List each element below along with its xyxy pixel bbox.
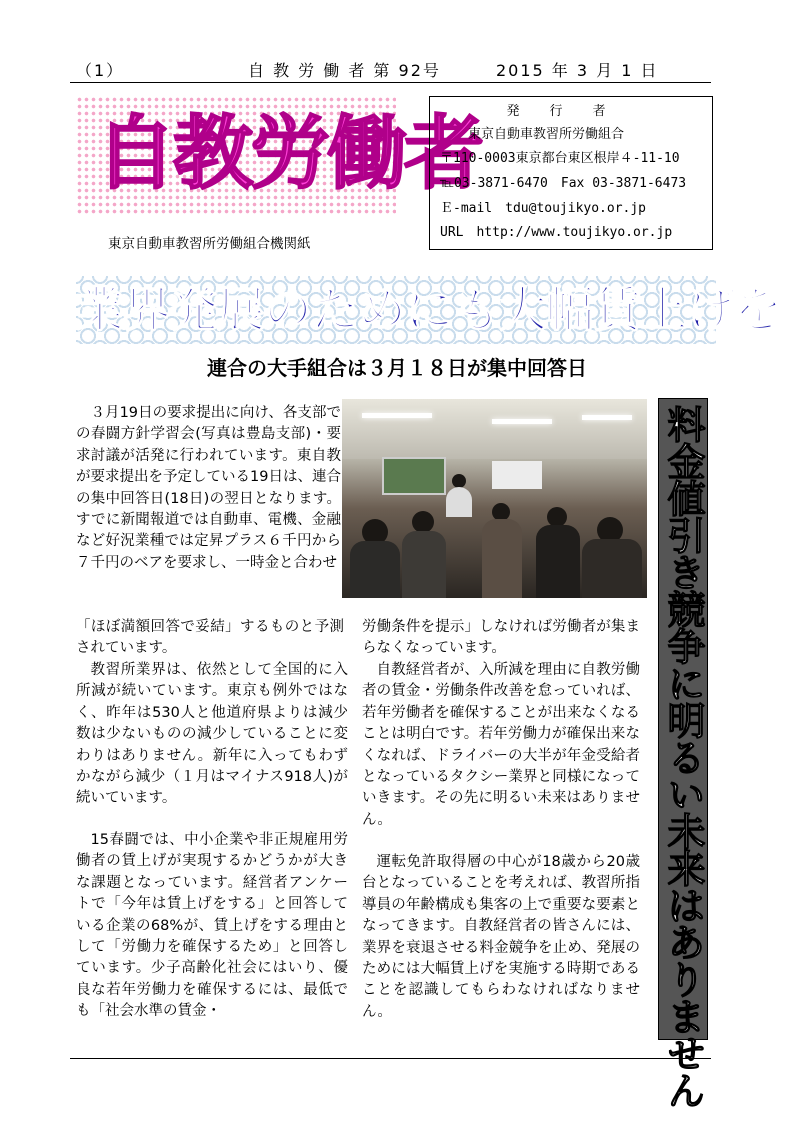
publisher-tel-fax: ℡03-3871-6470 Fax 03-3871-6473 bbox=[440, 176, 687, 191]
publisher-title: 発行者 bbox=[506, 104, 636, 119]
photo-person bbox=[350, 541, 400, 598]
headline: 業界発展のためにも大幅賃上げを bbox=[76, 282, 782, 338]
page-number: （1） bbox=[76, 61, 125, 80]
article-paragraph: 教習所業界は、依然として全国的に入所減が続いています。東京も例外ではなく、昨年は530人と他道府県よりは減少数は少ないものの減少していることに変わりはありません。新年に入ってもわずかながら減少（１月はマイナス918人)が続いています。 bbox=[76, 662, 348, 807]
issue-number: 自 教 労 働 者 第 92号 bbox=[248, 61, 441, 80]
article-paragraph: ３月19日の要求提出に向け、各支部での春闘方針学習会(写真は豊島支部)・要求討議が活発に行われています。東自教が要求提出を予定している19日は、連合の集中回答日(18日)の翌日となります。すでに新聞報道では自動車、電機、金融など好況業種では定昇プラス６千円から７千円のベアを要求し、一時金と合わせ bbox=[76, 405, 341, 571]
top-rule bbox=[70, 82, 711, 83]
subheadline: 連合の大手組合は３月１８日が集中回答日 bbox=[207, 356, 587, 380]
photo-person bbox=[547, 507, 567, 527]
publisher-box bbox=[429, 96, 713, 250]
meeting-photo bbox=[342, 399, 647, 598]
bottom-rule bbox=[70, 1058, 711, 1059]
masthead bbox=[76, 96, 481, 256]
publisher-email: Ｅ-mail tdu@toujikyo.or.jp bbox=[440, 201, 647, 216]
photo-screen bbox=[492, 461, 542, 489]
headline-banner bbox=[76, 276, 782, 344]
article-paragraph: 運転免許取得層の中心が18歳から20歳台となっていることを考えれば、教習所指導員の年齢構成も集客の上で重要な要素となってきます。自教経営者の皆さんには、業界を衰退させる料金競争を止め、発展のためには大幅賃上げを実施する時期であることを認識してもらわなければなりません。 bbox=[362, 854, 640, 1020]
photo-person bbox=[482, 519, 522, 598]
photo-person bbox=[536, 525, 580, 598]
photo-person bbox=[402, 531, 446, 598]
photo-ceiling bbox=[342, 399, 647, 459]
publisher-address: 〒110-0003東京都台東区根岸４-11-10 bbox=[440, 151, 680, 166]
photo-lamp bbox=[582, 415, 632, 420]
photo-lamp bbox=[492, 419, 552, 424]
masthead-logo: 自教労働者 bbox=[96, 107, 481, 200]
photo-person bbox=[446, 487, 472, 517]
article-paragraph: 15春闘では、中小企業や非正規雇用労働者の賃上げが実現するかどうかが大きな課題となっています。経営者アンケートで「今年は賃上げをする」と回答している企業の68%が、賃上げをする理由として「労働力を確保するため」と回答しています。少子高齢化社会にはいり、優良な若年労働力を確保するには、最低でも「社会水準の賃金・ bbox=[76, 832, 348, 1020]
photo-person bbox=[582, 539, 642, 598]
photo-whiteboard bbox=[382, 457, 446, 495]
publisher-url: URL http://www.toujikyo.or.jp bbox=[440, 225, 673, 240]
article-paragraph: 労働条件を提示」しなければ労働者が集まらなくなっています。 bbox=[362, 619, 640, 657]
photo-lamp bbox=[362, 413, 432, 418]
photo-person bbox=[452, 474, 466, 488]
vertical-slogan-box bbox=[658, 398, 708, 1108]
vertical-slogan: 料金値引き競争に明るい未来はありません bbox=[661, 405, 705, 1108]
article-paragraph: 自教経営者が、入所減を理由に自教労働者の賃金・労働条件改善を怠っていれば、若年労働者を確保することが出来なくなることは明白です。若年労働力が確保出来なくなれば、ドライバーの大半が年金受給者となっているタクシー業界と同様になっていきます。その先に明るい未来はありません。 bbox=[362, 662, 640, 828]
issue-date: 2015 年 3 月 1 日 bbox=[496, 61, 659, 80]
photo-person bbox=[412, 511, 434, 533]
article-paragraph: 「ほぼ満額回答で妥結」するものと予測されています。 bbox=[76, 619, 344, 657]
masthead-subtitle: 東京自動車教習所労働組合機関紙 bbox=[108, 236, 311, 252]
publisher-org: 東京自動車教習所労働組合 bbox=[468, 127, 625, 142]
